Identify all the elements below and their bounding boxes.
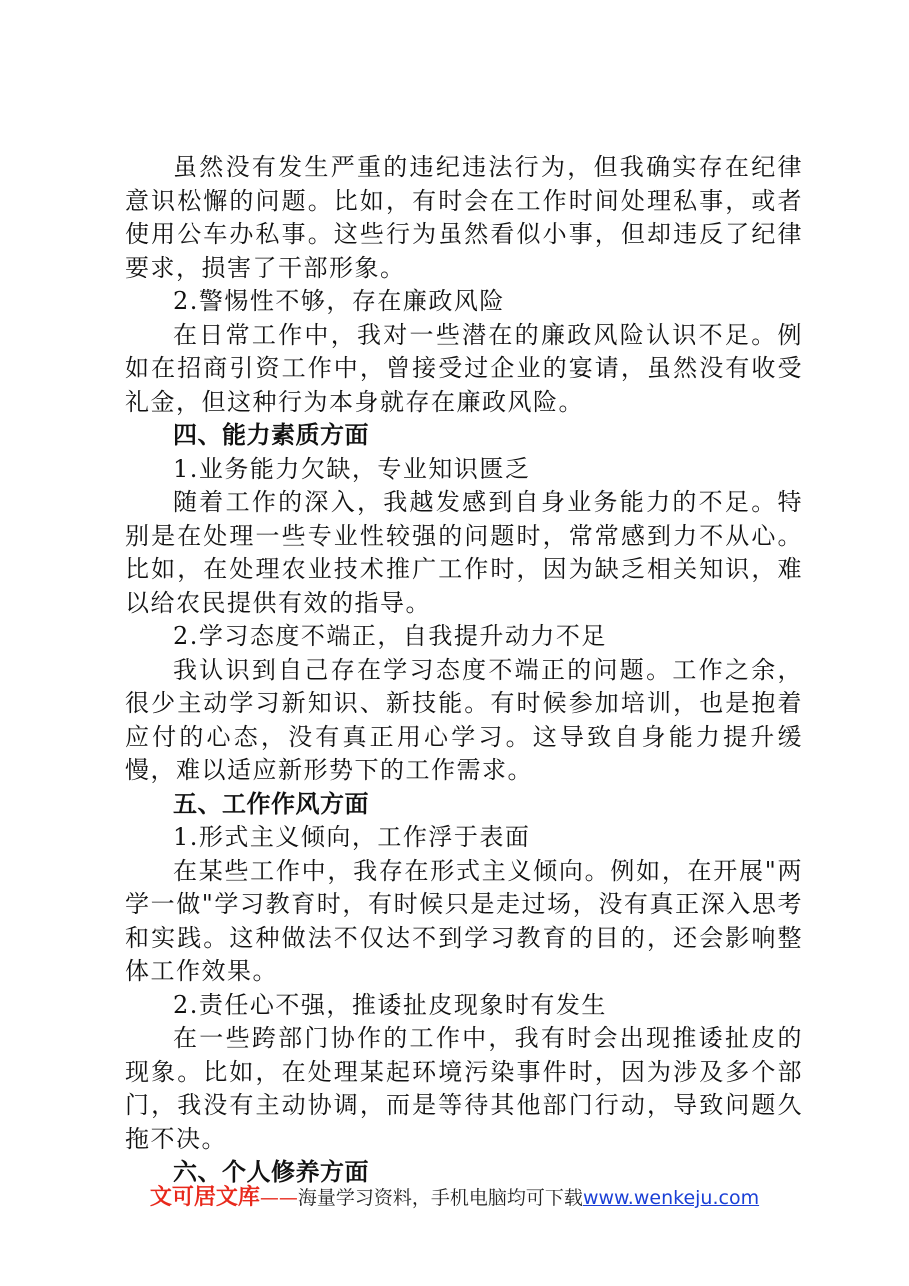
body-paragraph: 随着工作的深入，我越发感到自身业务能力的不足。特别是在处理一些专业性较强的问题时，常常感到力不从心。比如，在处理农业技术推广工作时，因为缺乏相关知识，难以给农民提供有效的指导。 — [125, 488, 803, 617]
subsection-heading: 2.警惕性不够，存在廉政风险 — [173, 287, 505, 315]
footer-banner — [0, 1180, 909, 1211]
footer-brand: 文可居文库 — [149, 1185, 260, 1210]
subsection-heading: 2.责任心不强，推诿扯皮现象时有发生 — [173, 990, 607, 1019]
body-paragraph: 在一些跨部门协作的工作中，我有时会出现推诿扯皮的现象。比如，在处理某起环境污染事件时，因为涉及多个部门，我没有主动协调，而是等待其他部门行动，导致问题久拖不决。 — [125, 1024, 803, 1153]
footer-url-link[interactable]: www.wenkeju.com — [582, 1187, 760, 1209]
body-paragraph: 我认识到自己存在学习态度不端正的问题。工作之余，很少主动学习新知识、新技能。有时候参加培训，也是抱着应付的心态，没有真正用心学习。这导致自身能力提升缓慢，难以适应新形势下的工作需求。 — [125, 655, 803, 784]
subsection-heading: 1.形式主义倾向，工作浮于表面 — [173, 823, 531, 851]
section-heading: 四、能力素质方面 — [173, 421, 369, 449]
document-body — [125, 151, 803, 1190]
subsection-heading: 1.业务能力欠缺，专业知识匮乏 — [173, 454, 531, 483]
section-heading: 六、个人修养方面 — [173, 1158, 369, 1186]
body-paragraph: 在某些工作中，我存在形式主义倾向。例如，在开展"两学一做"学习教育时，有时候只是走过场，没有真正深入思考和实践。这种做法不仅达不到学习教育的目的，还会影响整体工作效果。 — [125, 856, 803, 985]
subsection-heading: 2.学习态度不端正，自我提升动力不足 — [173, 622, 607, 650]
body-paragraph: 在日常工作中，我对一些潜在的廉政风险认识不足。例如在招商引资工作中，曾接受过企业的宴请，虽然没有收受礼金，但这种行为本身就存在廉政风险。 — [125, 320, 803, 416]
footer-dash: —— — [259, 1187, 298, 1209]
body-paragraph: 虽然没有发生严重的违纪违法行为，但我确实存在纪律意识松懈的问题。比如，有时会在工作时间处理私事，或者使用公车办私事。这些行为虽然看似小事，但却违反了纪律要求，损害了干部形象。 — [125, 153, 803, 282]
section-heading: 五、工作作风方面 — [173, 789, 369, 818]
footer-slogan: 海量学习资料，手机电脑均可下载 — [297, 1187, 583, 1209]
